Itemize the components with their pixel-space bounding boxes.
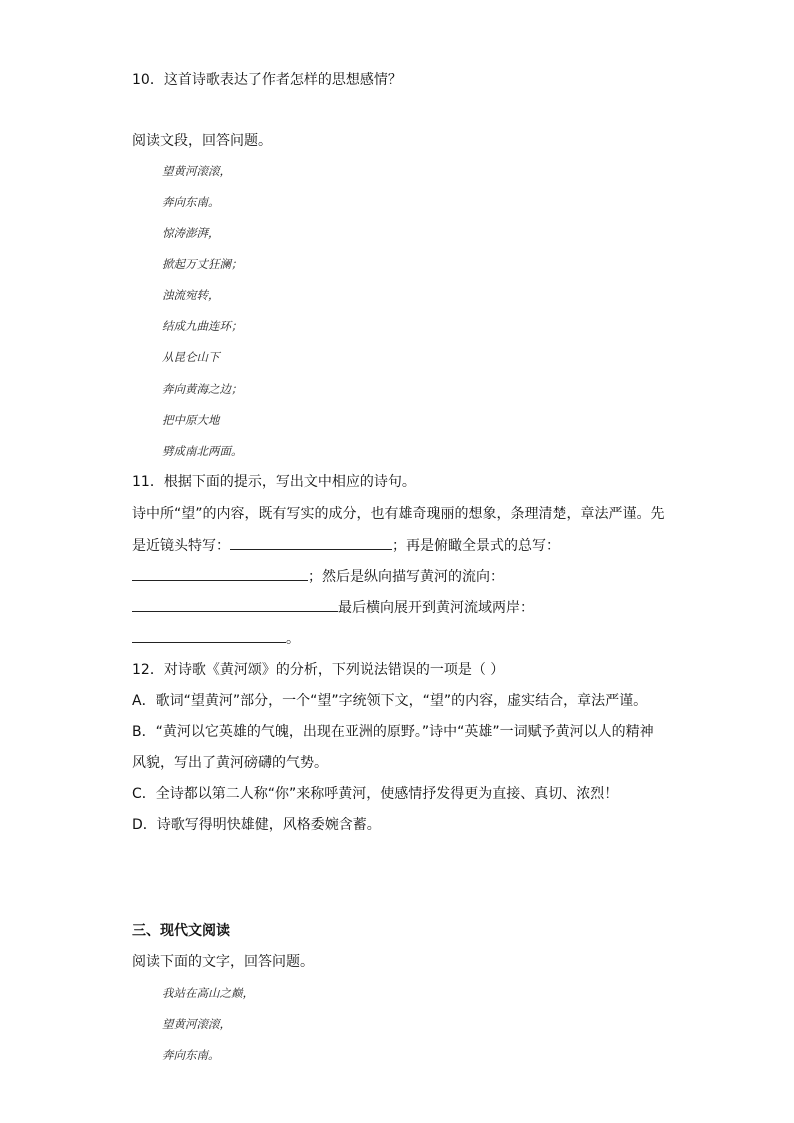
section-3-title: 三、现代文阅读 [132,923,230,939]
poem-line: 惊涛澎湃， [162,226,220,240]
option-a[interactable]: A．歌词“望黄河”部分，一个“望”字统领下文，“望”的内容，虚实结合，章法严谨。 [132,693,648,709]
section-3-instruction: 阅读下面的文字，回答问题。 [132,954,314,970]
poem-line: 奔向东南。 [162,195,220,209]
poem-line: 把中原大地 [162,413,220,427]
question-12-title: 12．对诗歌《黄河颂》的分析，下列说法错误的一项是（ ） [132,662,505,678]
question-11-text: 诗中所“望”的内容，既有写实的成分，也有雄奇瑰丽的想象，条理清楚，章法严谨。先 [132,506,665,522]
poem-line: 望黄河滚滚， [162,1017,231,1031]
question-11-text [132,628,300,649]
answer-blank[interactable] [132,566,308,581]
question-11-title: 11．根据下面的提示，写出文中相应的诗句。 [132,474,416,490]
q11-text-segment: ；再是俯瞰全景式的总写： [392,538,560,554]
poem-line: 浊流宛转， [162,288,220,302]
poem-line: 掀起万丈狂澜； [162,257,243,271]
option-c[interactable]: C．全诗都以第二人称“你”来称呼黄河，使感情抒发得更为直接、真切、浓烈！ [132,786,619,802]
poem-line: 劈成南北两面。 [162,444,243,458]
question-10: 10．这首诗歌表达了作者怎样的思想感情？ [132,72,402,88]
question-11-text [132,566,504,587]
read-instruction: 阅读文段，回答问题。 [132,133,272,149]
answer-blank[interactable] [230,535,392,550]
answer-blank[interactable] [132,628,286,643]
answer-blank[interactable] [132,597,338,612]
poem-line: 我站在高山之巅， [162,986,254,1000]
poem-line: 奔向黄海之边； [162,382,243,396]
question-11-text [132,535,560,556]
q11-text-segment: ；然后是纵向描写黄河的流向： [308,569,504,585]
option-b-continued: 风貌，写出了黄河磅礴的气势。 [132,755,328,771]
poem-line: 望黄河滚滚， [162,164,231,178]
option-d[interactable]: D．诗歌写得明快雄健，风格委婉含蓄。 [132,817,381,833]
q11-text-segment: 是近镜头特写： [132,538,230,554]
option-b[interactable]: B．“黄河以它英雄的气魄，出现在亚洲的原野。”诗中“英雄”一词赋予黄河以人的精神 [132,724,654,740]
poem-line: 从昆仑山下 [162,350,220,364]
poem-line: 奔向东南。 [162,1048,220,1062]
q11-text-segment: 。 [286,631,300,647]
q11-text-segment: 最后横向展开到黄河流域两岸： [338,600,534,616]
poem-line: 结成九曲连环； [162,319,243,333]
question-11-text [132,597,534,618]
